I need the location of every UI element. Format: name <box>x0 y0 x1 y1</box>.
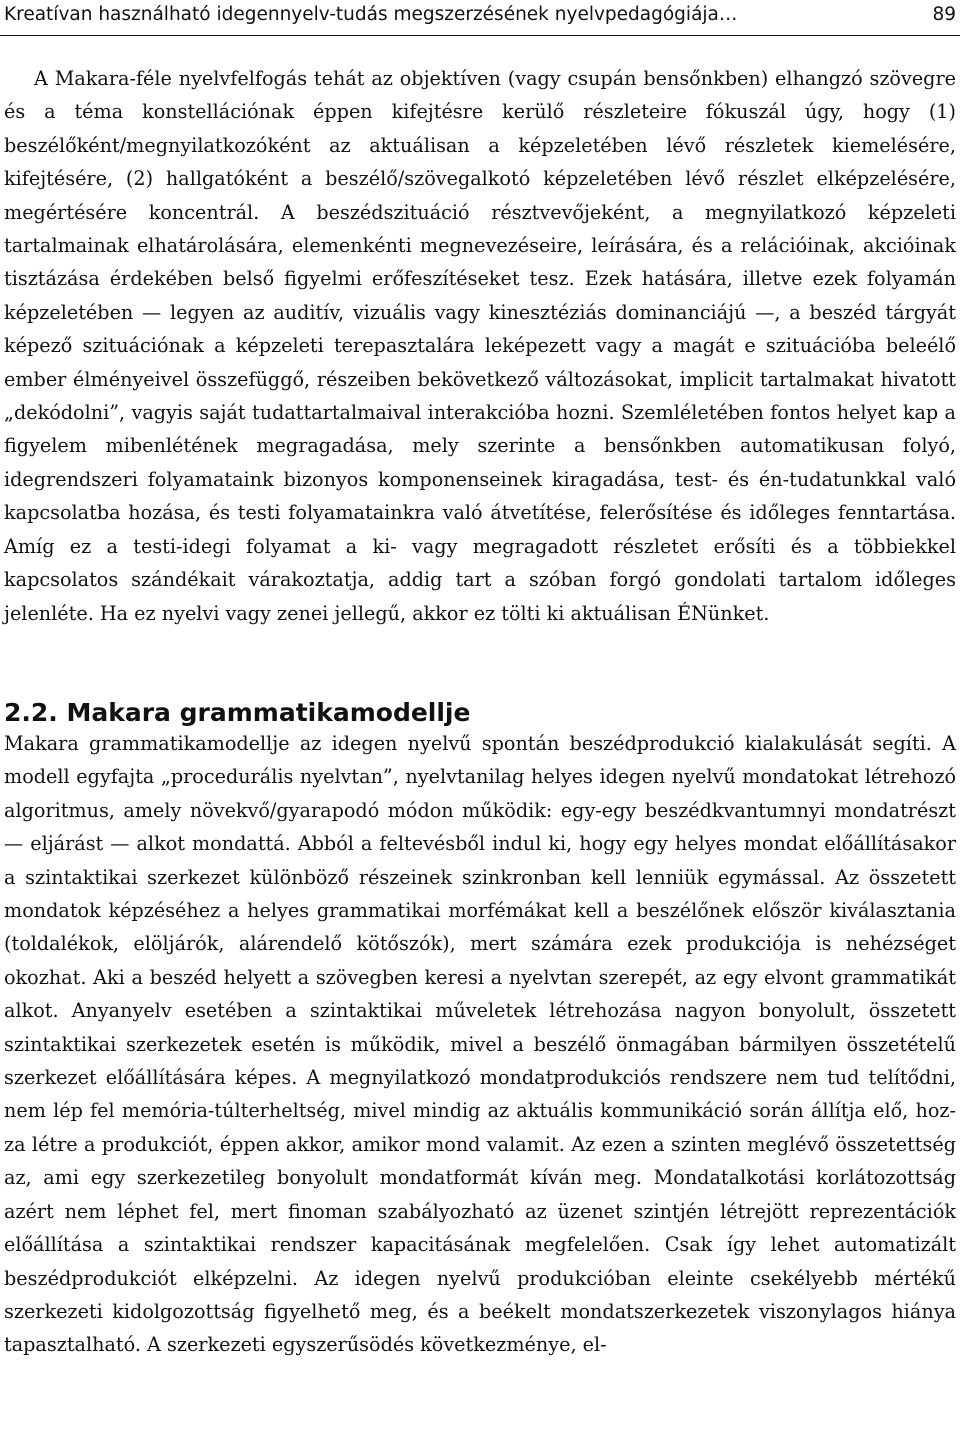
paragraph-1: A Makara-féle nyelvfelfogás tehát az objektíven (vagy csupán bensőnkben) elhangzó szövegre és a téma konstellációnak éppen kifejtésre kerülő részleteire fókuszál úgy, hogy (1) beszélőként/megnyilatkozóként az aktuálisan a képzeletében lévő részletek kiemelésére, kifejtésére, (2) hallgatóként a beszélő/szövegalkotó képzeletében lévő részlet elképzelésére, megértésére koncentrál. A beszédszituáció résztvevőjeként, a megnyilatkozó képzeleti tartalmainak elhatárolására, elemenkénti megnevezéseire, leírására, és a relációinak, akcióinak tisztázása érdekében belső figyelmi erőfeszítéseket tesz. Ezek hatására, illetve ezek folyamán képzeletében — legyen az auditív, vizuális vagy kinesztéziás dominanciájú —, a beszéd tárgyát képező szituációnak a képzeleti terepasztalára leképezett vagy a magát e szituációba beleélő ember élményeivel összefüggő, részeiben bekövetkező változásokat, implicit tartalmakat hivatott „dekódolni”, vagyis saját tudattartalmaival interakcióba hozni. Szemléletében fontos helyet kap a figyelem mibenlétének megragadása, mely szerinte a bensőnkben automatikusan folyó, idegrendszeri folyamataink bizonyos komponenseinek kiragadása, test- és én-tudatunkkal való kapcsolatba hozása, és testi folyamatainkra való átvetítése, felerősítése és időleges fenntartása. Amíg ez a testi-idegi folyamat a ki- vagy megragadott részletet erősíti és a többiekkel kapcsolatos szándékait várakoztatja, addig tart a szóban forgó gondolati tartalom időleges jelenléte. Ha ez nyelvi vagy zenei jellegű, akkor ez tölti ki aktuálisan ÉNünket. <box>4 67 956 625</box>
running-header <box>0 0 960 38</box>
header-rule <box>0 35 960 36</box>
page-number: 89 <box>932 4 956 25</box>
section-heading: 2.2. Makara grammatikamodellje <box>4 698 471 727</box>
running-title: Kreatívan használható idegennyelv-tudás megszerzésének nyelvpedagógiája… <box>4 4 738 25</box>
paragraph-2: Makara grammatikamodellje az idegen nyelvű spontán beszédprodukció kialakulását segíti. A modell egyfajta „procedurális nyelvtan”, nyelvtanilag helyes idegen nyelvű mondatokat létrehozó algoritmus, amely növekvő/gyarapodó módon működik: egy-egy beszédkvantumnyi mondatrészt — eljárást — alkot mondattá. Abból a feltevésből indul ki, hogy egy helyes mondat előállításakor a szintaktikai szerkezet különböző részeinek szinkronban kell lenniük egymással. Az összetett mondatok képzéséhez a helyes grammatikai morfémákat kell a beszélőnek először kiválasztania (toldalékok, elöljárók, alárendelő kötőszók), mert számára ezek produkciója is nehézséget okozhat. Aki a beszéd helyett a szövegben keresi a nyelvtan szerepét, az egy elvont grammatikát alkot. Anyanyelv esetében a szintaktikai műveletek létrehozása nagyon bonyolult, összetett szintaktikai szerkezetek esetén is működik, mivel a beszélő önmagában bármilyen összetételű szerkezet előállítására képes. A megnyilatkozó mondatprodukciós rendszere nem tud telítődni, nem lép fel memória-túlterheltség, mivel mindig az aktuális kommunikáció során állítja elő, hozza létre a produkciót, éppen akkor, amikor mond valamit. Az ezen a szinten meglévő összetettség az, ami egy szerkezetileg bonyolult mondatformát kíván meg. Mondatalkotási korlátozottság azért nem léphet fel, mert finoman szabályozható az üzenet szintjén létrejött reprezentációk előállítása a szintaktikai rendszer kapacitásának megfelelően. Csak így lehet automatizált beszédprodukciót elképzelni. Az idegen nyelvű produkcióban eleinte csekélyebb mértékű szerkezeti kidolgozottság figyelhető meg, és a beékelt mondatszerkezetek viszonylagos hiánya tapasztalható. A szerkezeti egyszerűsödés következménye, el- <box>4 732 956 1357</box>
